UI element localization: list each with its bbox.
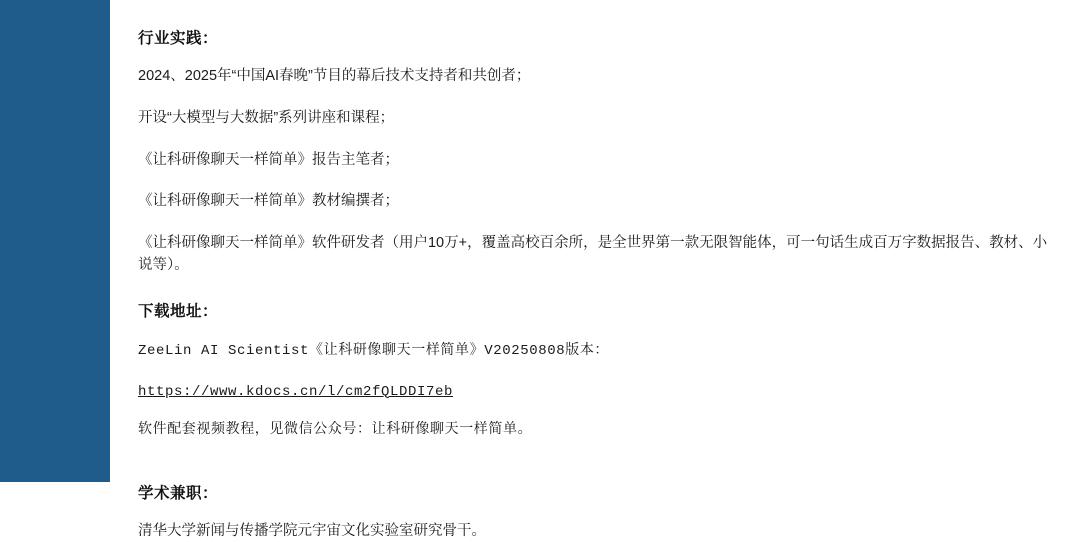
section-spacer-1 <box>138 277 1050 299</box>
document-content <box>110 0 1080 482</box>
download-version-line: ZeeLin AI Scientist《让科研像聊天一样简单》V20250808版本： <box>138 341 1050 362</box>
section-industry-practice <box>138 26 1050 277</box>
left-color-bar <box>0 0 110 482</box>
paragraph-industry-2: 开设“大模型与大数据”系列讲座和课程； <box>138 108 1050 130</box>
paragraph-industry-4: 《让科研像聊天一样简单》教材编撰者； <box>138 191 1050 213</box>
paragraph-industry-1: 2024、2025年“中国AI春晚”节目的幕后技术支持者和共创者； <box>138 66 1050 88</box>
section-academic-appointments <box>138 481 1050 542</box>
section-heading-industry-practice: 行业实践： <box>138 26 1050 48</box>
paragraph-academic-1: 清华大学新闻与传播学院元宇宙文化实验室研究骨干。 <box>138 521 1050 542</box>
section-heading-academic-appointments: 学术兼职： <box>138 481 1050 503</box>
section-spacer-2 <box>138 461 1050 481</box>
paragraph-industry-5: 《让科研像聊天一样简单》软件研发者（用户10万+，覆盖高校百余所，是全世界第一款无限智能体，可一句话生成百万字数据报告、教材、小说等）。 <box>138 233 1050 277</box>
paragraph-industry-3: 《让科研像聊天一样简单》报告主笔者； <box>138 150 1050 172</box>
download-note-line: 软件配套视频教程，见微信公众号：让科研像聊天一样简单。 <box>138 420 1050 441</box>
section-download-address <box>138 299 1050 441</box>
section-heading-download-address: 下载地址： <box>138 299 1050 321</box>
download-link[interactable]: https://www.kdocs.cn/l/cm2fQLDDI7eb <box>138 384 453 400</box>
